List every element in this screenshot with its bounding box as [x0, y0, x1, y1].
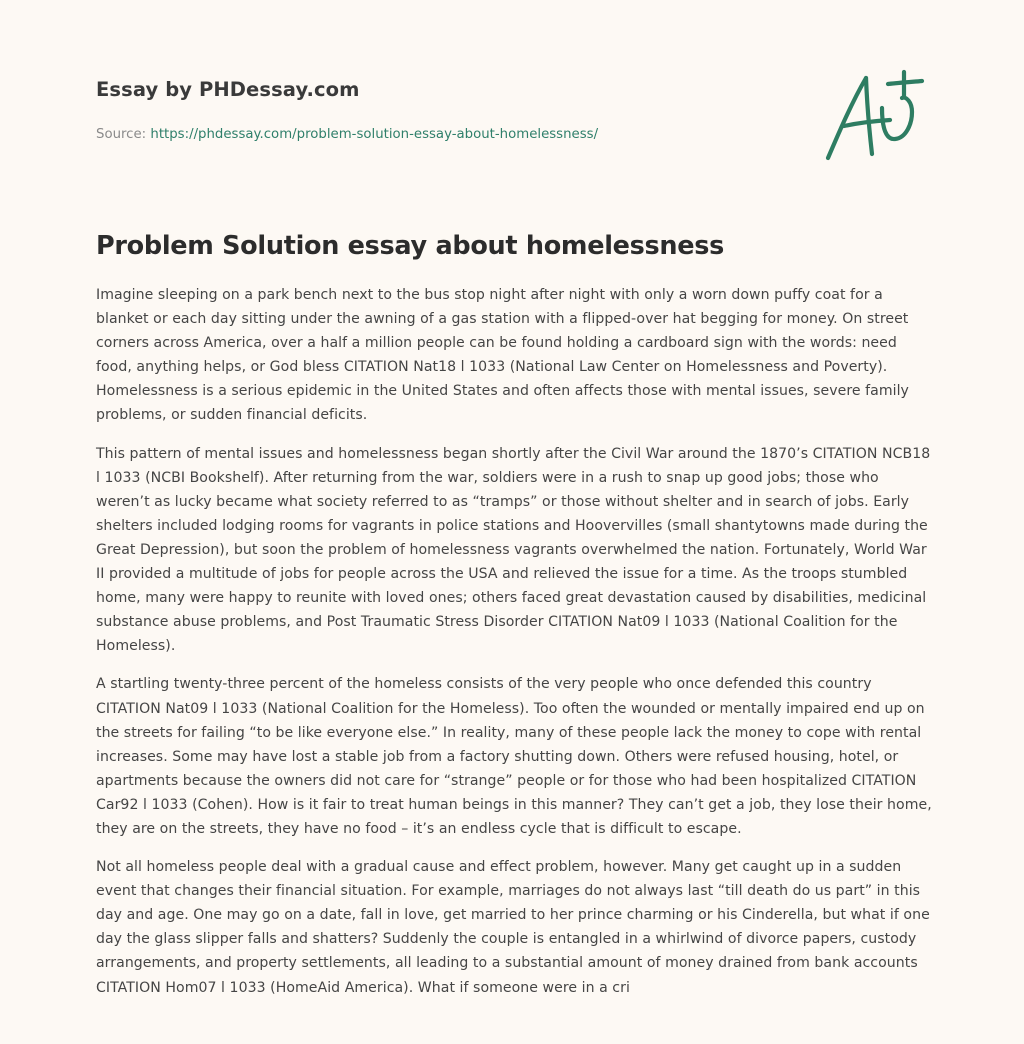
document-body — [96, 283, 932, 1014]
paragraph: Imagine sleeping on a park bench next to the bus stop night after night with only a worn down puffy coat for a blanket or each day sitting under the awning of a gas station with a flipped-over hat begging for money. On street corners across America, over a half a million people can be found holding a cardboard sign with the words: need food, anything helps, or God bless CITATION Nat18 l 1033 (National Law Center on Homelessness and Poverty). Homelessness is a serious epidemic in the United States and often affects those with mental issues, severe family problems, or sudden financial deficits. — [96, 287, 909, 424]
paragraph: Not all homeless people deal with a gradual cause and effect problem, however. Many get caught up in a sudden event that changes their financial situation. For example, marriages do not always last “till death do us part” in this day and age. One may go on a date, fall in love, get married to her prince charming or his Cinderella, but what if one day the glass slipper falls and shatters? Suddenly the couple is entangled in a whirlwind of divorce papers, custody arrangements, and property settlements, all leading to a substantial amount of money drained from bank accounts CITATION Hom07 l 1033 (HomeAid America). What if someone were in a cri — [96, 859, 930, 996]
source-line — [96, 125, 796, 145]
a-plus-logo-icon — [822, 68, 926, 164]
page-header — [96, 76, 796, 145]
document-title: Problem Solution essay about homelessness — [96, 231, 724, 261]
paragraph: This pattern of mental issues and homelessness began shortly after the Civil War around the 1870’s CITATION NCB18 l 1033 (NCBI Bookshelf). After returning from the war, soldiers were in a rush to snap up good jobs; those who weren’t as lucky became what society referred to as “tramps” or those without shelter and in search of jobs. Early shelters included lodging rooms for vagrants in police stations and Hoovervilles (small shantytowns made during the Great Depression), but soon the problem of homelessness vagrants overwhelmed the nation. Fortunately, World War II provided a multitude of jobs for people across the USA and relieved the issue for a time. As the troops stumbled home, many were happy to reunite with loved ones; others faced great devastation caused by disabilities, medicinal substance abuse problems, and Post Traumatic Stress Disorder CITATION Nat09 l 1033 (National Coalition for the Homeless). — [96, 445, 931, 655]
site-title: Essay by PHDessay.com — [96, 78, 360, 101]
source-label: Source: — [96, 127, 151, 142]
paragraph: A startling twenty-three percent of the homeless consists of the very people who once defended this country CITATION Nat09 l 1033 (National Coalition for the Homeless). Too often the wounded or mentally impaired end up on the streets for failing “to be like everyone else.” In reality, many of these people lack the money to cope with rental increases. Some may have lost a stable job from a factory shutting down. Others were refused housing, hotel, or apartments because the owners did not care for “strange” people or for those who had been hospitalized CITATION Car92 l 1033 (Cohen). How is it fair to treat human beings in this manner? They can’t get a job, they lose their home, they are on the streets, they have no food – it’s an endless cycle that is difficult to escape. — [96, 676, 932, 837]
source-link[interactable]: https://phdessay.com/problem-solution-essay-about-homelessness/ — [150, 127, 599, 142]
